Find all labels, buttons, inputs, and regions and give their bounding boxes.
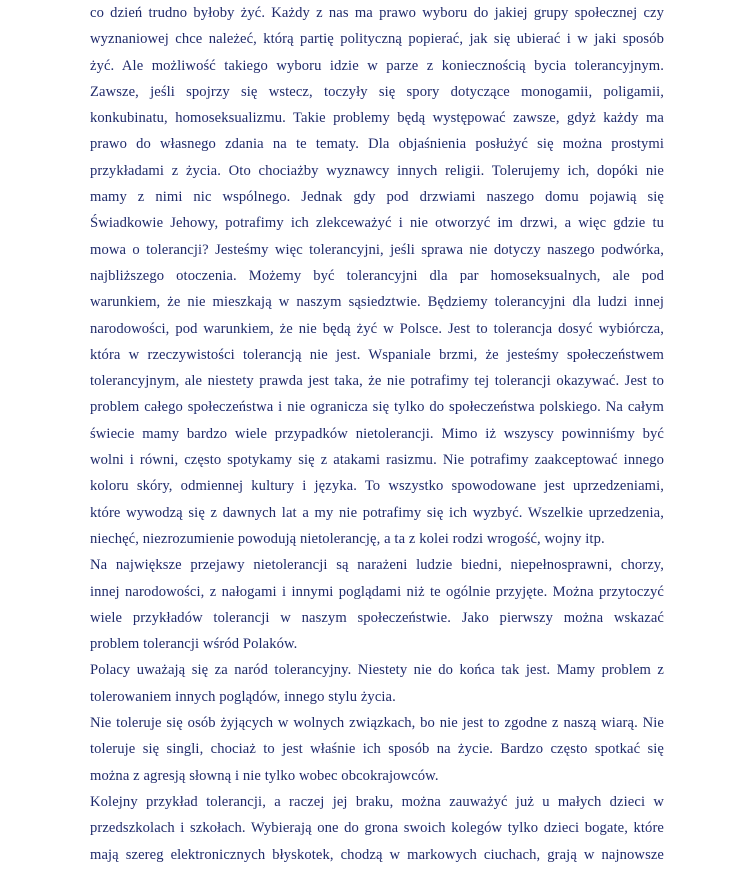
text-line: innej narodowości, z nałogami i innymi poglądami niż te ogólnie przyjęte. Można przytoczyć (90, 583, 664, 600)
text-line: które wywodzą się z dawnych lat a my nie potrafimy się ich wyzbyć. Wszelkie uprzedzenia, (90, 504, 664, 521)
text-line: co dzień trudno byłoby żyć. Każdy z nas ma prawo wyboru do jakiej grupy społecznej czy (90, 5, 664, 21)
text-line: przykładami z życia. Oto chociażby wyznawcy innych religii. Tolerujemy ich, dopóki nie (90, 162, 664, 179)
text-line: mają szereg elektronicznych błyskotek, chodzą w markowych ciuchach, grają w najnowsze (90, 846, 664, 863)
text-line: można z agresją słowną i nie tylko wobec obcokrajowców. (90, 767, 439, 784)
text-line: wyznaniowej chce należeć, którą partię polityczną popierać, jak się ubierać i w jaki sposób (90, 31, 664, 48)
text-line: narodowości, pod warunkiem, że nie będą żyć w Polsce. Jest to tolerancja dosyć wybiórcza, (90, 320, 664, 337)
text-line: Na największe przejawy nietolerancji są narażeni ludzie biedni, niepełnosprawni, chorzy, (90, 557, 664, 574)
text-line: prawo do własnego zdania na te tematy. Dla objaśnienia posłużyć się można prostymi (90, 136, 664, 153)
paragraph (90, 0, 664, 552)
text-line: mowa o tolerancji? Jesteśmy więc tolerancyjni, jeśli sprawa nie dotyczy naszego podwórka, (90, 241, 664, 258)
text-line: najbliższego otoczenia. Możemy być tolerancyjni dla par homoseksualnych, ale pod (90, 267, 664, 284)
text-line: która w rzeczywistości tolerancją nie jest. Wspaniale brzmi, że jesteśmy społeczeństwem (90, 346, 664, 363)
text-line: tolerowaniem innych poglądów, innego stylu życia. (90, 688, 396, 705)
paragraph (90, 789, 664, 868)
text-line: Świadkowie Jehowy, potrafimy ich zlekceważyć i nie otworzyć im drzwi, a więc gdzie tu (90, 215, 664, 232)
text-line: przedszkolach i szkołach. Wybierają one do grona swoich kolegów tylko dzieci bogate, które (90, 820, 664, 837)
text-line: warunkiem, że nie mieszkają w naszym sąsiedztwie. Będziemy tolerancyjni dla ludzi innej (90, 294, 664, 311)
text-line: toleruje się singli, chociaż to jest właśnie ich sposób na życie. Bardzo często spotkać się (90, 741, 664, 758)
text-line: Nie toleruje się osób żyjących w wolnych związkach, bo nie jest to zgodne z naszą wiarą. Nie (90, 715, 664, 732)
text-line: koloru skóry, odmiennej kultury i języka. To wszystko spowodowane jest uprzedzeniami, (90, 478, 664, 495)
paragraph (90, 710, 664, 789)
text-line: wiele przykładów tolerancji w naszym społeczeństwie. Jako pierwszy można wskazać (90, 609, 664, 626)
paragraph (90, 657, 664, 710)
text-line: konkubinatu, homoseksualizmu. Takie problemy będą występować zawsze, gdyż każdy ma (90, 110, 664, 127)
text-line: Zawsze, jeśli spojrzy się wstecz, toczyły się spory dotyczące monogamii, poligamii, (90, 83, 664, 100)
text-line: żyć. Ale możliwość takiego wyboru idzie w parze z koniecznością bycia tolerancyjnym. (90, 57, 664, 74)
text-line: tolerancyjnym, ale niestety prawda jest taka, że nie potrafimy tej tolerancji okazywać. Jest to (90, 373, 664, 390)
text-line: problem tolerancji wśród Polaków. (90, 636, 298, 653)
text-line: świecie mamy bardzo wiele przypadków nietolerancji. Mimo iż wszyscy powinniśmy być (90, 425, 664, 442)
document-body-text (90, 0, 664, 868)
text-line: mamy z nimi nic wspólnego. Jednak gdy pod drzwiami naszego domu pojawią się (90, 189, 664, 206)
text-line: wolni i równi, często spotykamy się z atakami rasizmu. Nie potrafimy zaakceptować innego (90, 452, 664, 469)
text-line: problem całego społeczeństwa i nie ogranicza się tylko do społeczeństwa polskiego. Na całym (90, 399, 664, 416)
paragraph (90, 552, 664, 657)
text-line: Kolejny przykład tolerancji, a raczej jej braku, można zauważyć już u małych dzieci w (90, 793, 664, 810)
text-line: Polacy uważają się za naród tolerancyjny. Niestety nie do końca tak jest. Mamy problem z (90, 662, 664, 679)
document-page (90, 0, 664, 870)
text-line: niechęć, niezrozumienie powodują nietolerancję, a ta z kolei rodzi wrogość, wojny itp. (90, 530, 605, 547)
